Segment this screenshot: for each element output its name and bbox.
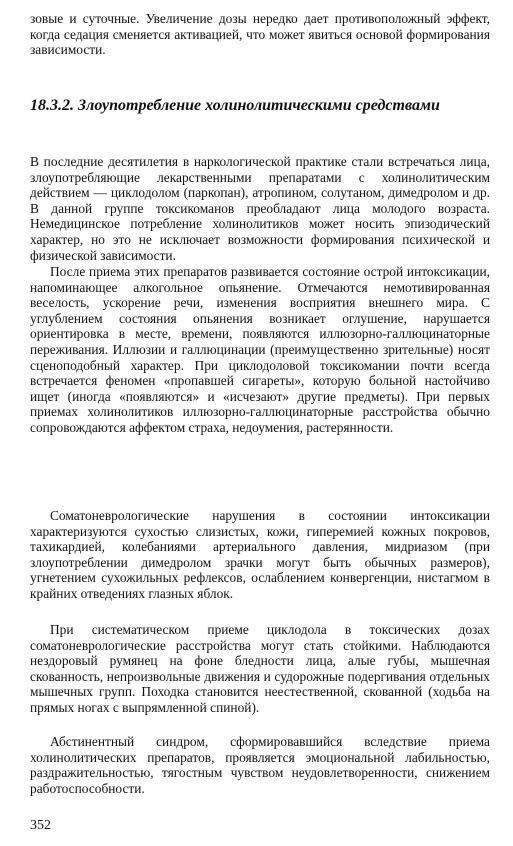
paragraph-4: При систематическом приеме циклодола в токсических дозах соматоневрологические расстройства могут стать стойкими. Наблюдаются нездоровый румянец на фоне бледности лица, алые губы, мышечная скованность, непроизвольные движения и судорожные подергивания отдельных мышечных групп. Походка становится неестественной, скованной (ходьба на прямых ногах с выпрямленной спиной). — [30, 622, 490, 715]
section-heading: 18.3.2. Злоупотребление холинолитическими средствами — [30, 97, 440, 114]
page-number: 352 — [30, 818, 51, 833]
paragraph-1: В последние десятилетия в наркологической практике стали встречаться лица, злоупотребляющие лекарственными препаратами с холинолитическим действием — циклодолом (паркопан), атропином, солутаном, димедролом и др. В данной группе токсикоманов преобладают лица молодого возраста. Немедицинское потребление холинолитиков может носить эпизодический характер, но это не исключает возможности формирования психической и физической зависимости. — [30, 154, 490, 263]
paragraph-5: Абстинентный синдром, сформировавшийся вследствие приема холинолитических препаратов, проявляется эмоциональной лабильностью, раздражительностью, тягостным чувством неудовлетворенности, снижением работоспособности. — [30, 734, 490, 796]
paragraph-2: После приема этих препаратов развивается состояние острой интоксикации, напоминающее алкогольное опьянение. Отмечаются немотивированная веселость, ускорение речи, изменения восприятия внешнего мира. С углублением состояния опьянения возникает оглушение, нарушается ориентировка в месте, времени, появляются иллюзорно-галлюцинаторные переживания. Иллюзии и галлюцинации (преимущественно зрительные) носят сценоподобный характер. При циклодоловой токсикомании почти всегда встречается феномен «пропавшей сигареты», которую больной настойчиво ищет (иногда «появляются» и «исчезают» другие предметы). При первых приемах холинолитиков иллюзорно-галлюцинаторные расстройства обычно сопровождаются аффектом страха, недоумения, растерянности. — [30, 264, 490, 435]
intro-paragraph: зовые и суточные. Увеличение дозы нередко дает противоположный эффект, когда седация сменяется активацией, что может явиться основой формирования зависимости. — [30, 11, 490, 58]
paragraph-3: Соматоневрологические нарушения в состоянии интоксикации характеризуются сухостью слизистых, кожи, гиперемией кожных покровов, тахикардией, колебаниями артериального давления, мидриазом (при злоупотреблении димедролом зрачки могут быть обычных размеров), угнетением сухожильных рефлексов, ослаблением конвергенции, нистагмом в крайних отведениях глазных яблок. — [30, 508, 490, 601]
